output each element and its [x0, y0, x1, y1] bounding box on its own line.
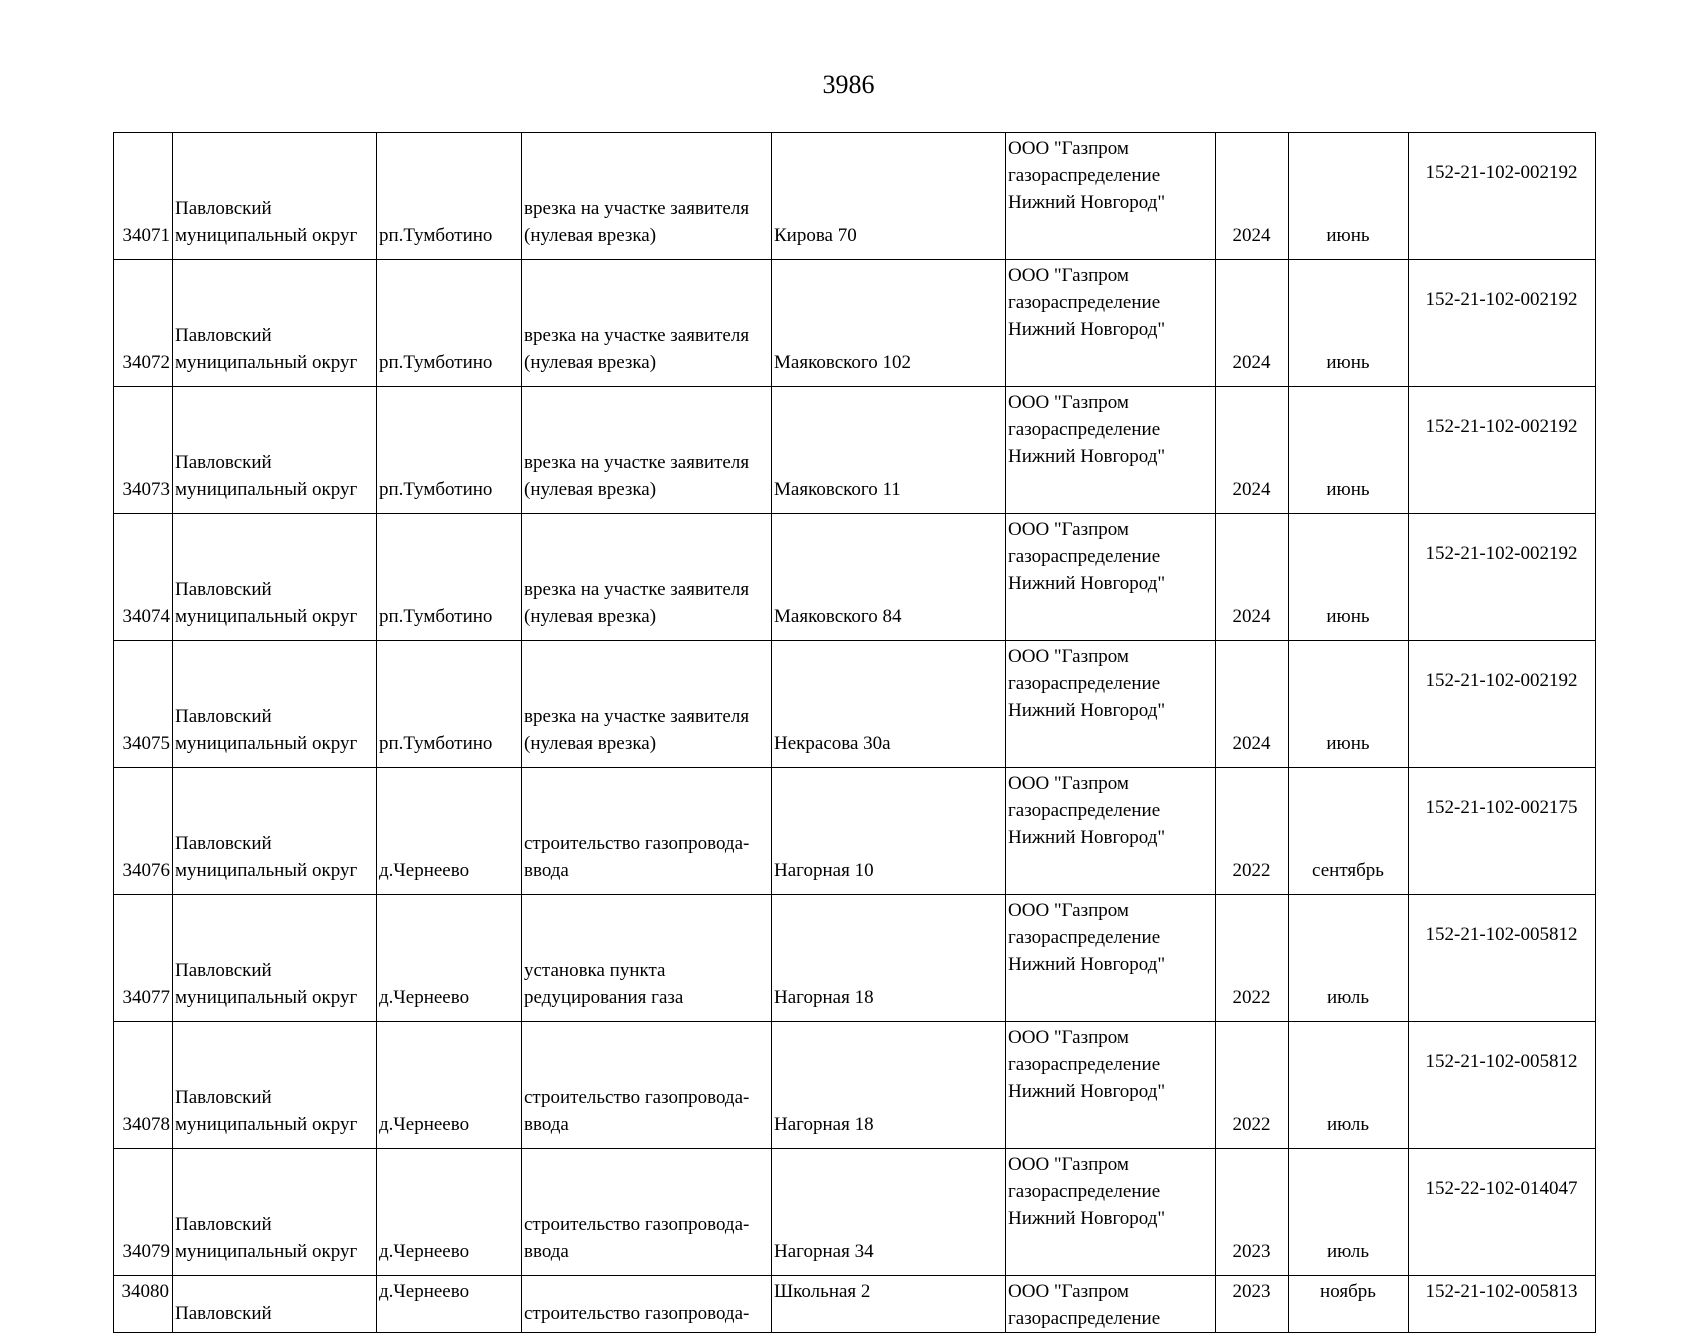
work-line: врезка на участке заявителя	[524, 325, 750, 346]
cell-year: 2024	[1216, 133, 1289, 260]
cell-address: Нагорная 18	[772, 895, 1006, 1022]
table-body	[114, 133, 1596, 1333]
cell-month: июнь	[1289, 133, 1409, 260]
org-line: Нижний Новгород"	[1008, 573, 1166, 594]
table-row	[114, 1149, 1596, 1276]
work-line: строительство газопровода-	[524, 1214, 750, 1235]
cell-code: 152-21-102-002192	[1409, 260, 1596, 387]
table-row	[114, 260, 1596, 387]
cell-work	[522, 387, 772, 514]
cell-id: 34075	[114, 641, 173, 768]
work-line: (нулевая врезка)	[524, 606, 657, 627]
district-line: Павловский	[175, 452, 272, 473]
org-line: ООО "Газпром	[1008, 519, 1129, 540]
cell-address: Нагорная 34	[772, 1149, 1006, 1276]
work-line: (нулевая врезка)	[524, 352, 657, 373]
org-line: ООО "Газпром	[1008, 265, 1129, 286]
cell-district	[173, 1022, 377, 1149]
cell-id: 34078	[114, 1022, 173, 1149]
cell-code: 152-21-102-002192	[1409, 387, 1596, 514]
cell-organization	[1006, 895, 1216, 1022]
cell-organization	[1006, 641, 1216, 768]
cell-code: 152-21-102-002192	[1409, 641, 1596, 768]
cell-year: 2022	[1216, 768, 1289, 895]
cell-work	[522, 1149, 772, 1276]
cell-locality: рп.Тумботино	[377, 260, 522, 387]
org-line: газораспределение	[1008, 1308, 1161, 1329]
district-line: Павловский	[175, 1087, 272, 1108]
table-row	[114, 1022, 1596, 1149]
work-line: (нулевая врезка)	[524, 733, 657, 754]
cell-locality: рп.Тумботино	[377, 133, 522, 260]
org-line: ООО "Газпром	[1008, 1281, 1129, 1302]
cell-address: Нагорная 18	[772, 1022, 1006, 1149]
table-row	[114, 133, 1596, 260]
org-line: ООО "Газпром	[1008, 392, 1129, 413]
cell-month: июль	[1289, 1022, 1409, 1149]
cell-id: 34073	[114, 387, 173, 514]
cell-month: июль	[1289, 1149, 1409, 1276]
org-line: газораспределение	[1008, 546, 1161, 567]
page-number: 3986	[822, 70, 875, 99]
district-line: Павловский	[175, 198, 272, 219]
district-line: муниципальный округ	[175, 606, 358, 627]
district-line: муниципальный округ	[175, 225, 358, 246]
org-line: Нижний Новгород"	[1008, 1208, 1166, 1229]
cell-month: июнь	[1289, 641, 1409, 768]
cell-id: 34077	[114, 895, 173, 1022]
cell-locality: рп.Тумботино	[377, 514, 522, 641]
registry-table	[113, 132, 1596, 1333]
work-line: врезка на участке заявителя	[524, 452, 750, 473]
cell-district	[173, 895, 377, 1022]
cell-month: июнь	[1289, 387, 1409, 514]
cell-id: 34080	[114, 1276, 173, 1333]
cell-organization	[1006, 260, 1216, 387]
district-line: муниципальный округ	[175, 352, 358, 373]
cell-district	[173, 1149, 377, 1276]
cell-organization	[1006, 133, 1216, 260]
work-line: строительство газопровода-	[524, 833, 750, 854]
table-row	[114, 641, 1596, 768]
cell-id: 34079	[114, 1149, 173, 1276]
table-row	[114, 768, 1596, 895]
cell-locality: д.Чернеево	[377, 1022, 522, 1149]
district-line: Павловский	[175, 579, 272, 600]
cell-locality: рп.Тумботино	[377, 387, 522, 514]
cell-address: Маяковского 84	[772, 514, 1006, 641]
district-line: муниципальный округ	[175, 733, 358, 754]
cell-district	[173, 768, 377, 895]
cell-year: 2023	[1216, 1276, 1289, 1333]
org-line: газораспределение	[1008, 292, 1161, 313]
cell-year: 2022	[1216, 895, 1289, 1022]
cell-id: 34076	[114, 768, 173, 895]
cell-work	[522, 514, 772, 641]
cell-id: 34072	[114, 260, 173, 387]
work-line: строительство газопровода-	[524, 1087, 750, 1108]
district-line: Павловский	[175, 960, 272, 981]
district-line: Павловский	[175, 1214, 272, 1235]
cell-year: 2023	[1216, 1149, 1289, 1276]
cell-code: 152-21-102-002192	[1409, 514, 1596, 641]
org-line: газораспределение	[1008, 419, 1161, 440]
cell-address: Школьная 2	[772, 1276, 1006, 1333]
district-line: Павловский	[175, 833, 272, 854]
cell-id: 34074	[114, 514, 173, 641]
cell-work	[522, 1022, 772, 1149]
district-line: муниципальный округ	[175, 1114, 358, 1135]
org-line: газораспределение	[1008, 1054, 1161, 1075]
cell-district	[173, 514, 377, 641]
org-line: газораспределение	[1008, 673, 1161, 694]
cell-organization	[1006, 768, 1216, 895]
cell-address: Некрасова 30а	[772, 641, 1006, 768]
cell-code: 152-21-102-005812	[1409, 1022, 1596, 1149]
org-line: Нижний Новгород"	[1008, 1081, 1166, 1102]
cell-code: 152-21-102-002175	[1409, 768, 1596, 895]
cell-code: 152-21-102-005813	[1409, 1276, 1596, 1333]
cell-year: 2024	[1216, 514, 1289, 641]
work-line: (нулевая врезка)	[524, 225, 657, 246]
cell-district	[173, 1276, 377, 1333]
cell-address: Маяковского 102	[772, 260, 1006, 387]
cell-year: 2022	[1216, 1022, 1289, 1149]
cell-locality: д.Чернеево	[377, 1149, 522, 1276]
work-line: ввода	[524, 1114, 569, 1135]
district-line: Павловский	[175, 1303, 272, 1324]
work-line: строительство газопровода-	[524, 1303, 750, 1324]
cell-organization	[1006, 514, 1216, 641]
org-line: газораспределение	[1008, 800, 1161, 821]
work-line: редуцирования газа	[524, 987, 684, 1008]
org-line: Нижний Новгород"	[1008, 319, 1166, 340]
district-line: муниципальный округ	[175, 860, 358, 881]
cell-code: 152-21-102-005812	[1409, 895, 1596, 1022]
org-line: Нижний Новгород"	[1008, 954, 1166, 975]
org-line: ООО "Газпром	[1008, 1154, 1129, 1175]
cell-month: июль	[1289, 895, 1409, 1022]
org-line: ООО "Газпром	[1008, 773, 1129, 794]
org-line: газораспределение	[1008, 165, 1161, 186]
cell-locality: д.Чернеево	[377, 768, 522, 895]
cell-locality: д.Чернеево	[377, 1276, 522, 1333]
table-row	[114, 514, 1596, 641]
org-line: ООО "Газпром	[1008, 900, 1129, 921]
cell-month: июнь	[1289, 260, 1409, 387]
table-row	[114, 1276, 1596, 1333]
cell-work	[522, 768, 772, 895]
org-line: Нижний Новгород"	[1008, 446, 1166, 467]
cell-organization	[1006, 387, 1216, 514]
table-row	[114, 387, 1596, 514]
work-line: установка пункта	[524, 960, 666, 981]
work-line: ввода	[524, 860, 569, 881]
work-line: ввода	[524, 1241, 569, 1262]
cell-district	[173, 641, 377, 768]
district-line: Павловский	[175, 325, 272, 346]
cell-month: ноябрь	[1289, 1276, 1409, 1333]
cell-address: Маяковского 11	[772, 387, 1006, 514]
cell-district	[173, 260, 377, 387]
cell-month: июнь	[1289, 514, 1409, 641]
cell-month: сентябрь	[1289, 768, 1409, 895]
org-line: ООО "Газпром	[1008, 138, 1129, 159]
cell-district	[173, 133, 377, 260]
work-line: (нулевая врезка)	[524, 479, 657, 500]
work-line: врезка на участке заявителя	[524, 706, 750, 727]
cell-locality: д.Чернеево	[377, 895, 522, 1022]
cell-code: 152-22-102-014047	[1409, 1149, 1596, 1276]
org-line: ООО "Газпром	[1008, 646, 1129, 667]
cell-id: 34071	[114, 133, 173, 260]
district-line: Павловский	[175, 706, 272, 727]
cell-work	[522, 895, 772, 1022]
cell-work	[522, 1276, 772, 1333]
district-line: муниципальный округ	[175, 987, 358, 1008]
cell-district	[173, 387, 377, 514]
org-line: Нижний Новгород"	[1008, 700, 1166, 721]
work-line: врезка на участке заявителя	[524, 579, 750, 600]
cell-address: Нагорная 10	[772, 768, 1006, 895]
org-line: ООО "Газпром	[1008, 1027, 1129, 1048]
cell-year: 2024	[1216, 641, 1289, 768]
cell-locality: рп.Тумботино	[377, 641, 522, 768]
cell-year: 2024	[1216, 260, 1289, 387]
org-line: газораспределение	[1008, 927, 1161, 948]
org-line: газораспределение	[1008, 1181, 1161, 1202]
cell-work	[522, 260, 772, 387]
cell-code: 152-21-102-002192	[1409, 133, 1596, 260]
cell-organization	[1006, 1022, 1216, 1149]
table-row	[114, 895, 1596, 1022]
org-line: Нижний Новгород"	[1008, 827, 1166, 848]
cell-work	[522, 641, 772, 768]
cell-work	[522, 133, 772, 260]
cell-organization	[1006, 1276, 1216, 1333]
work-line: врезка на участке заявителя	[524, 198, 750, 219]
district-line: муниципальный округ	[175, 1241, 358, 1262]
cell-address: Кирова 70	[772, 133, 1006, 260]
cell-organization	[1006, 1149, 1216, 1276]
cell-year: 2024	[1216, 387, 1289, 514]
district-line: муниципальный округ	[175, 479, 358, 500]
org-line: Нижний Новгород"	[1008, 192, 1166, 213]
